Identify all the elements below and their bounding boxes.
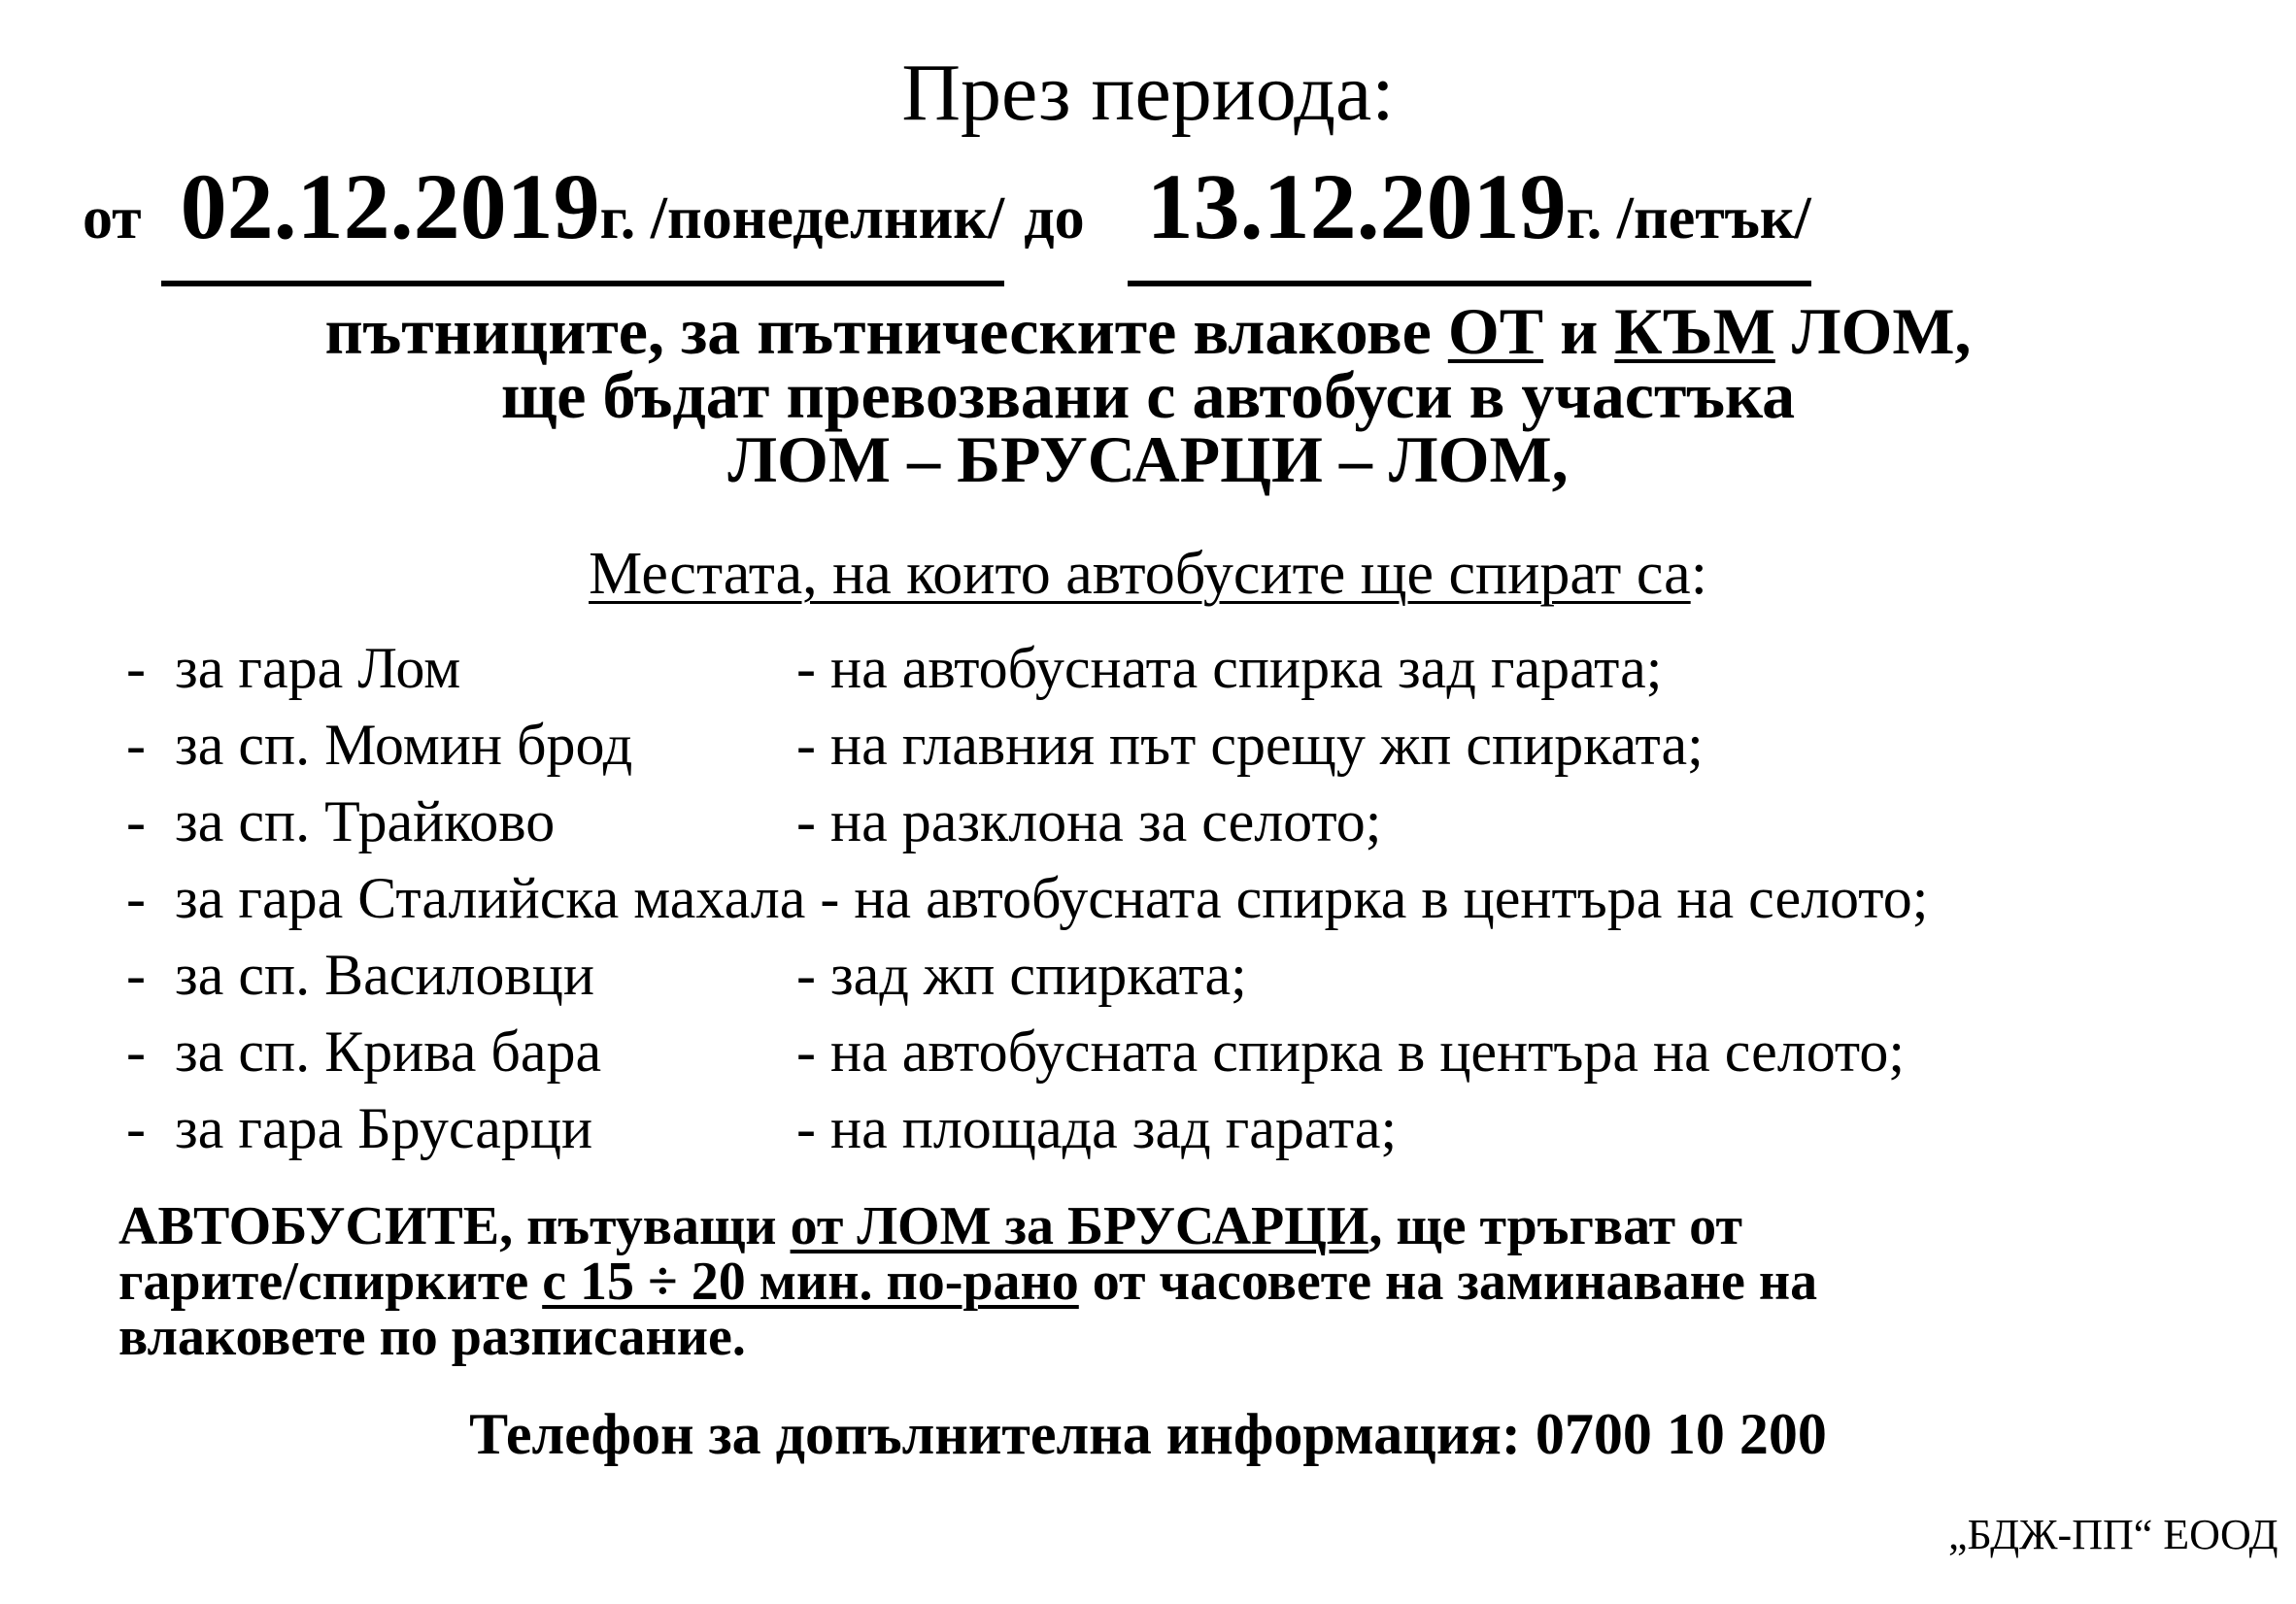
- intro-line-1: [0, 294, 2296, 368]
- end-day: г. /петък/: [1566, 185, 1811, 251]
- stop-name: за гара Лом: [175, 636, 461, 700]
- intro-text-b: ЛОМ,: [1774, 294, 1972, 368]
- issuer-signature: [1908, 1510, 2296, 1560]
- start-day: г. /понеделник/: [599, 185, 1005, 251]
- notice-early: с 15 ÷ 20 мин. по-рано: [542, 1252, 1079, 1312]
- route-line: ЛОМ – БРУСАРЦИ – ЛОМ,: [727, 422, 1569, 496]
- bullet-dash: -: [126, 1096, 146, 1160]
- bullet-dash: -: [126, 713, 146, 777]
- notice-route: от ЛОМ за БРУСАРЦИ: [790, 1196, 1369, 1256]
- stop-location: - на главния път срещу жп спирката;: [796, 713, 1704, 777]
- start-date-blank: [161, 154, 1005, 286]
- stops-heading: [0, 539, 2296, 609]
- to-keyword: КЪМ: [1614, 294, 1775, 368]
- stop-name: за сп. Трайково: [175, 789, 556, 853]
- stop-location: - на автобусната спирка зад гарата;: [796, 636, 1663, 700]
- period-heading: През периода:: [901, 48, 1395, 138]
- notice-line-1: [118, 1196, 1817, 1256]
- stops-heading-colon: :: [1690, 541, 1707, 607]
- end-date: 13.12.2019: [1146, 154, 1567, 258]
- notice-line-3: влаковете по разписание.: [118, 1307, 746, 1367]
- bullet-dash: -: [126, 636, 146, 700]
- stops-heading-text: Местата, на които автобусите ще спират са: [589, 541, 1691, 607]
- bullet-dash: -: [126, 789, 146, 853]
- stop-name: за гара Сталийска махала: [175, 866, 806, 930]
- from-word: от: [83, 185, 142, 251]
- bullet-dash: -: [126, 943, 146, 1007]
- intro-line-2: ще бъдат превозвани с автобуси в участъка: [500, 358, 1796, 432]
- intro-and: и: [1543, 294, 1615, 368]
- stop-name: за гара Брусарци: [175, 1096, 593, 1160]
- start-date: 02.12.2019: [180, 154, 600, 258]
- intro-text-a: пътниците, за пътническите влакове: [324, 294, 1448, 368]
- bullet-dash: -: [126, 1019, 146, 1084]
- stop-location: - на автобусната спирка в центъра на селото;: [796, 1019, 1906, 1084]
- notice-text-b: , ще тръгват от: [1368, 1196, 1742, 1256]
- departure-notice: [118, 1196, 1818, 1367]
- stop-location: - на площада зад гарата;: [796, 1096, 1398, 1160]
- notice-text-d: от часовете на заминаване на: [1078, 1252, 1818, 1312]
- to-word: до: [1024, 185, 1085, 251]
- notice-text-a: АВТОБУСИТЕ, пътуващи: [118, 1196, 791, 1256]
- bullet-dash: -: [126, 866, 146, 930]
- stop-location: - на автобусната спирка в центъра на селото;: [820, 866, 1929, 930]
- stop-name: за сп. Момин брод: [175, 713, 633, 777]
- stop-name: за сп. Крива бара: [175, 1019, 602, 1084]
- intro-text: [0, 294, 2296, 496]
- notice-text-c: гарите/спирките: [118, 1252, 543, 1312]
- stop-location: - на разклона за селото;: [796, 789, 1382, 853]
- stop-name: за сп. Василовци: [175, 943, 594, 1007]
- stop-location: - зад жп спирката;: [796, 943, 1247, 1007]
- notice-line-2: [118, 1254, 1817, 1310]
- phone-info: Телефон за допълнителна информация: 0700 10 200: [469, 1402, 1827, 1466]
- date-range: [83, 154, 1811, 277]
- issuer-name: „БДЖ-ПП“ ЕООД: [1948, 1511, 2279, 1558]
- from-keyword: ОТ: [1447, 294, 1544, 368]
- end-date-blank: [1128, 154, 1811, 286]
